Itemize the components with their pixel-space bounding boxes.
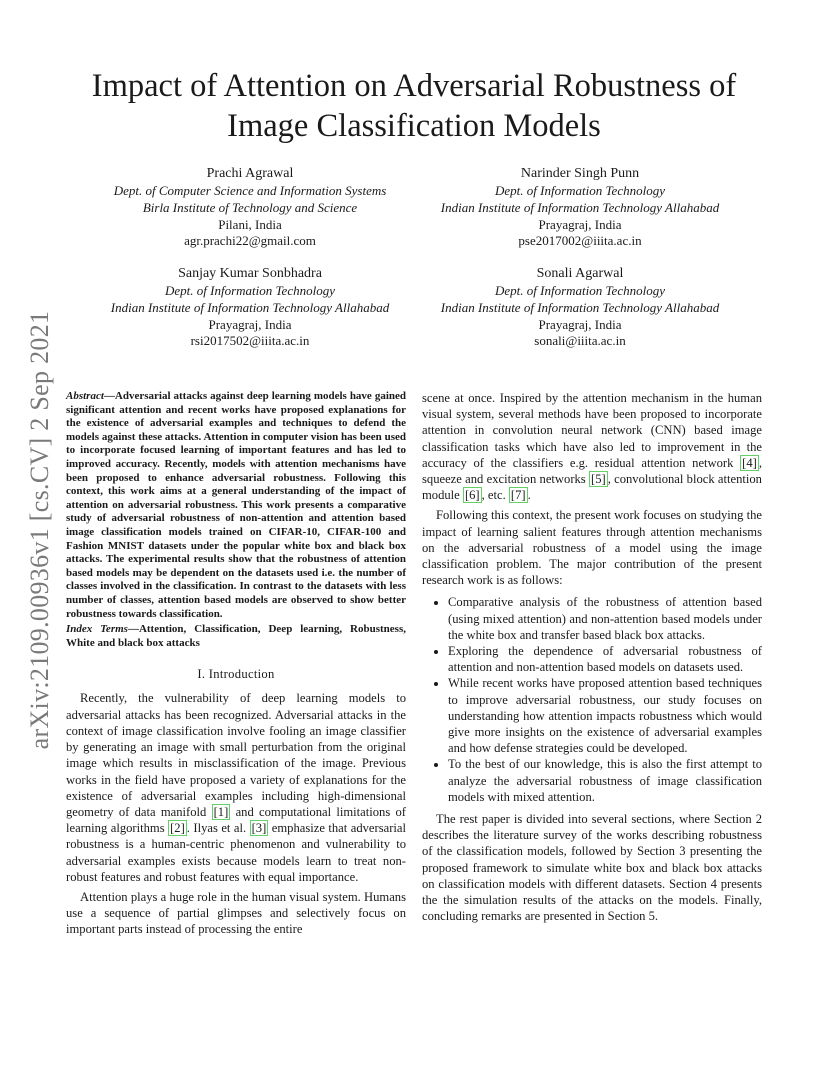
author-dept: Dept. of Information Technology [495, 183, 665, 198]
author-name: Narinder Singh Punn [520, 166, 640, 181]
author-block-4 [390, 265, 770, 350]
text-run: and computational limitations of learning algorithms [66, 804, 406, 836]
author-dept: Dept. of Computer Science and Information Systems [113, 183, 387, 198]
contribution-item: • While recent works have proposed attention based techniques to improve adversarial robustness, our study focuses on understanding how attention impacts robustness which would give more insights on the existence of adversarial examples and how defense strategies could be developed. [448, 675, 762, 756]
paper-title-line-1: Impact of Attention on Adversarial Robustness of [91, 68, 737, 104]
author-block-2 [390, 165, 770, 250]
contribution-item: • To the best of our knowledge, this is also the first attempt to analyze the adversarial robustness of image classification models with mixed attention. [448, 756, 762, 805]
author-name: Sonali Agarwal [536, 266, 624, 281]
left-column [66, 390, 406, 938]
right-column [422, 390, 762, 925]
index-terms-lead: Index Terms [66, 623, 128, 636]
author-institution: Indian Institute of Information Technology Allahabad [440, 199, 720, 215]
paper-title [60, 66, 768, 146]
section-heading-introduction: I. Introduction [197, 667, 275, 682]
text-run: Recently, the vulnerability of deep learning models to adversarial attacks has been recognized. Adversarial attacks in the context of image classification involve fooling an image classifier by generating an image with small perturbation from the original image which results in misclassification of the image. Previous works in the field have proposed a variety of explanations for the existence of adversarial examples including high-dimensional geometry of data manifold [66, 691, 406, 819]
text-run: , convolutional block attention module [422, 472, 762, 503]
author-city: Pilani, India [218, 216, 282, 232]
arxiv-identifier [10, 295, 70, 765]
text-run: . [527, 488, 531, 503]
citation-link[interactable]: [6] [464, 488, 480, 503]
intro-paragraph-5: The rest paper is divided into several sections, where Section 2 describes the literature survey of the works describing robustness of the classification models, followed by Section 3 presenting the proposed framework to simulate white box and black box attacks on classification models with different datasets. Section 4 presents the the simulation results of the attacks on the models. Finally, concluding remarks are presented in Section 5. [422, 812, 762, 924]
author-block-1 [60, 165, 440, 250]
intro-paragraph-3 [422, 390, 762, 503]
citation-link[interactable]: [3] [251, 821, 267, 836]
author-city: Prayagraj, India [538, 216, 622, 232]
text-run: scene at once. Inspired by the attention mechanism in the human visual system, several methods have been proposed to incorporate attention in convolution neural network (CNN) based image classification tasks which have also led to improvement in the accuracy of the classifiers e.g. residual attention network [422, 391, 762, 470]
text-run: , squeeze and excitation networks [422, 455, 762, 487]
abstract-lead: Abstract [66, 390, 104, 402]
author-dept: Dept. of Information Technology [165, 283, 335, 298]
author-email: pse2017002@iiita.ac.in [518, 233, 642, 249]
abstract-text: —Adversarial attacks against deep learning models have gained significant attention and recent works have proposed explanations for the existence of adversarial examples and techniques to defend the models against these attacks. Attention in computer vision has been used to incorporate focused learning of important features and has led to improved accuracy. Recently, models with attention mechanisms have been proposed to enhance adversarial robustness. Following this context, this work aims at a general understanding of the impact of attention on adversarial robustness. This work presents a comparative study of adversarial robustness of non-attention and attention based image classification models trained on CIFAR-10, CIFAR-100 and Fashion MNIST datasets under the popular white box and black box attacks. The experimental results show that the robustness of attention based models may be dependent on the datasets used i.e. the number of classes involved in the classification. In contrast to the datasets with less number of classes, attention based models are observed to show better robustness towards classification. [66, 390, 406, 620]
author-email: agr.prachi22@gmail.com [184, 233, 316, 249]
author-institution: Indian Institute of Information Technology Allahabad [440, 299, 720, 315]
abstract [66, 390, 406, 621]
contribution-item: • Comparative analysis of the robustness of attention based (using mixed attention) and non-attention based models under the white box and transfer based black box attacks. [448, 594, 762, 643]
contribution-item: • Exploring the dependence of adversarial robustness of attention and non-attention based models on datasets used. [448, 643, 762, 675]
author-city: Prayagraj, India [208, 316, 292, 332]
contributions-list [422, 594, 762, 805]
author-name: Sanjay Kumar Sonbhadra [178, 266, 322, 281]
index-terms [66, 623, 406, 650]
citation-link[interactable]: [2] [170, 821, 185, 836]
text-run: emphasize that adversarial robustness is a human-centric phenomenon and vulnerability to adversarial examples exists because models learn to treat non-robust features and robust features with equal importance. [66, 821, 406, 884]
citation-link[interactable]: [5] [591, 472, 606, 487]
paper-title-line-2: Image Classification Models [227, 108, 601, 144]
intro-paragraph-1 [66, 690, 406, 884]
author-email: sonali@iiita.ac.in [534, 333, 626, 349]
author-dept: Dept. of Information Technology [495, 283, 665, 298]
citation-link[interactable]: [1] [213, 804, 229, 819]
citation-link[interactable]: [7] [510, 488, 526, 503]
author-institution: Indian Institute of Information Technology Allahabad [110, 299, 390, 315]
text-run: . Ilyas et al. [186, 821, 250, 836]
intro-paragraph-4: Following this context, the present work focuses on studying the impact of learning salient features through attention mechanisms on the adversarial robustness of a model using the image classification problem. The major contribution of the present research work is as follows: [422, 508, 762, 588]
author-email: rsi2017502@iiita.ac.in [190, 333, 310, 349]
text-run: , etc. [481, 488, 509, 503]
index-terms-text: —Attention, Classification, Deep learning, Robustness, White and black box attacks [66, 623, 406, 649]
citation-link[interactable]: [4] [742, 455, 757, 470]
author-name: Prachi Agrawal [206, 166, 294, 181]
author-institution: Birla Institute of Technology and Science [142, 199, 358, 215]
author-city: Prayagraj, India [538, 316, 622, 332]
author-block-3 [60, 265, 440, 350]
intro-paragraph-2: Attention plays a huge role in the human visual system. Humans use a sequence of partial glimpses and selectively focus on important parts instead of processing the entire [66, 889, 406, 937]
arxiv-identifier-text: arXiv:2109.00936v1 [cs.CV] 2 Sep 2021 [25, 310, 54, 750]
